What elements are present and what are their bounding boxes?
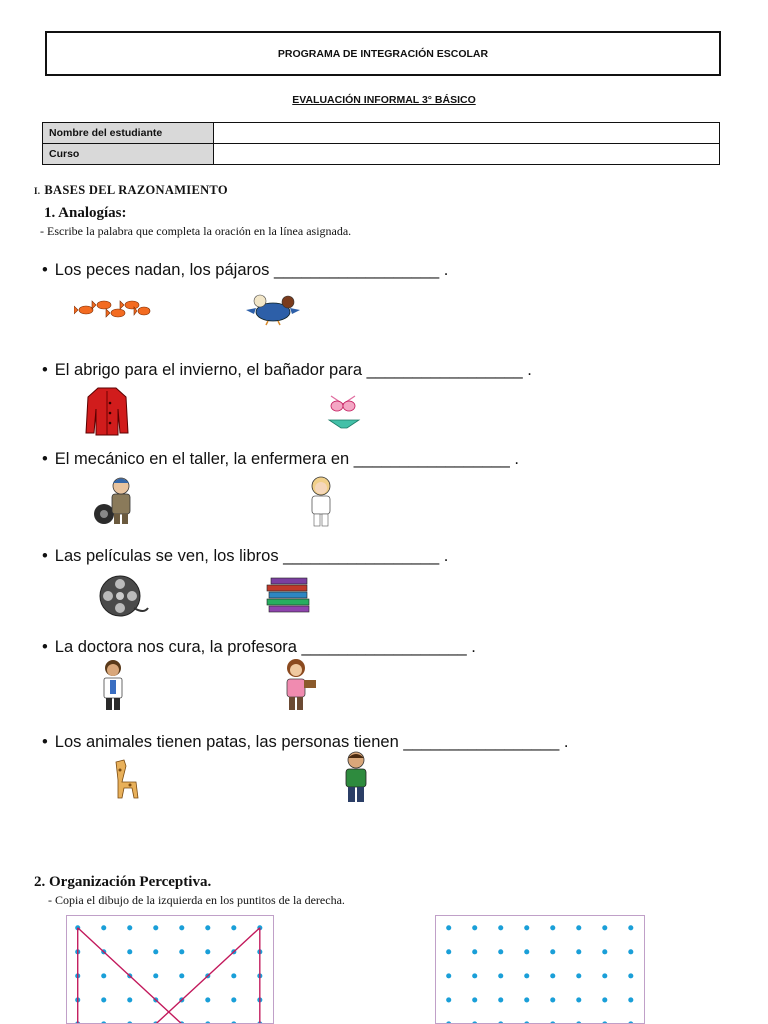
books-icon: [265, 576, 313, 614]
grid-dot: [127, 925, 132, 930]
question-text: El mecánico en el taller, la enfermera en _________________ .: [54, 450, 519, 468]
grid-dot: [576, 925, 581, 930]
grid-dot: [524, 949, 529, 954]
student-info-table: [42, 122, 720, 165]
grid-dot: [446, 925, 451, 930]
grid-dot: [179, 973, 184, 978]
grid-dot: [628, 973, 633, 978]
bikini-icon: [327, 392, 361, 430]
grid-dot: [101, 925, 106, 930]
grid-dot: [550, 925, 555, 930]
boy-icon: [340, 750, 372, 804]
list-item: [42, 450, 519, 469]
list-item: [42, 361, 532, 380]
grid-dot: [498, 949, 503, 954]
copy-dot-grid[interactable]: [435, 915, 645, 1024]
grid-dot: [550, 949, 555, 954]
teacher-icon: [280, 658, 320, 712]
question-text: Los animales tienen patas, las personas tienen _________________ .: [54, 733, 569, 751]
grid-dot: [524, 973, 529, 978]
grid-dot: [472, 949, 477, 954]
bullet: •: [42, 547, 48, 565]
list-item: [42, 733, 569, 752]
grid-dot: [127, 997, 132, 1002]
grid-dot: [472, 973, 477, 978]
bird-icon: [244, 292, 302, 326]
bullet: •: [42, 450, 48, 468]
student-name-field[interactable]: [214, 123, 720, 144]
grid-dot: [550, 997, 555, 1002]
table-row: [43, 123, 720, 144]
grid-dot: [179, 925, 184, 930]
grid-dot: [101, 973, 106, 978]
grid-dot: [498, 973, 503, 978]
doctor-icon: [98, 658, 128, 712]
grid-dot: [446, 997, 451, 1002]
coat-icon: [84, 385, 130, 437]
grid-dot: [446, 973, 451, 978]
pattern-line: [156, 928, 260, 1024]
grid-dot: [205, 925, 210, 930]
analogies-instruction: - Escribe la palabra que completa la oración en la línea asignada.: [40, 224, 352, 238]
program-title-box: [45, 31, 721, 76]
grid-dot: [498, 925, 503, 930]
grid-dot: [231, 973, 236, 978]
grid-dot: [231, 925, 236, 930]
question-text: La doctora nos cura, la profesora __________________ .: [54, 638, 476, 656]
grid-dot: [205, 997, 210, 1002]
list-item: [42, 638, 476, 657]
question-text: Los peces nadan, los pájaros __________________ .: [54, 261, 449, 279]
film-reel-icon: [98, 574, 150, 618]
grid-dot: [576, 973, 581, 978]
bullet: •: [42, 638, 48, 656]
section-number: I.: [34, 186, 41, 196]
list-item: [42, 547, 448, 566]
section-title: BASES DEL RAZONAMIENTO: [44, 183, 228, 197]
grid-dot: [576, 997, 581, 1002]
grid-dot: [446, 949, 451, 954]
fish-icon: [74, 296, 154, 322]
course-label: Curso: [43, 144, 214, 165]
analogies-heading: 1. Analogías:: [44, 205, 127, 221]
bullet: •: [42, 361, 48, 379]
course-field[interactable]: [214, 144, 720, 165]
bullet: •: [42, 261, 48, 279]
list-item: [42, 261, 448, 280]
grid-dot: [472, 925, 477, 930]
table-row: [43, 144, 720, 165]
grid-dot: [153, 973, 158, 978]
grid-dot: [101, 997, 106, 1002]
grid-dot: [602, 973, 607, 978]
bullet: •: [42, 733, 48, 751]
mechanic-icon: [92, 474, 140, 526]
grid-dot: [602, 925, 607, 930]
pattern-line: [78, 928, 182, 1024]
grid-dot: [628, 997, 633, 1002]
question-text: Las películas se ven, los libros _________________ .: [54, 547, 449, 565]
grid-dot: [498, 997, 503, 1002]
perceptual-organization-heading: 2. Organización Perceptiva.: [34, 874, 212, 890]
grid-dot: [153, 925, 158, 930]
grid-dot: [550, 973, 555, 978]
nurse-icon: [304, 474, 338, 528]
grid-dot: [127, 949, 132, 954]
program-title: PROGRAMA DE INTEGRACIÓN ESCOLAR: [277, 47, 489, 60]
grid-dot: [231, 997, 236, 1002]
student-name-label: Nombre del estudiante: [43, 123, 214, 144]
model-dot-grid: [66, 915, 274, 1024]
evaluation-title: EVALUACIÓN INFORMAL 3° BÁSICO: [292, 94, 476, 106]
question-text: El abrigo para el invierno, el bañador para _________________ .: [54, 361, 532, 379]
grid-dot: [628, 949, 633, 954]
grid-dot: [153, 949, 158, 954]
grid-dot: [472, 997, 477, 1002]
grid-dot: [205, 949, 210, 954]
section-heading: [34, 183, 228, 198]
grid-dot: [524, 925, 529, 930]
grid-dot: [576, 949, 581, 954]
perceptual-organization-instruction: - Copia el dibujo de la izquierda en los puntitos de la derecha.: [48, 893, 345, 907]
grid-dot: [524, 997, 529, 1002]
grid-dot: [602, 949, 607, 954]
grid-dot: [179, 949, 184, 954]
grid-dot: [628, 925, 633, 930]
grid-dot: [602, 997, 607, 1002]
giraffe-icon: [110, 756, 144, 800]
